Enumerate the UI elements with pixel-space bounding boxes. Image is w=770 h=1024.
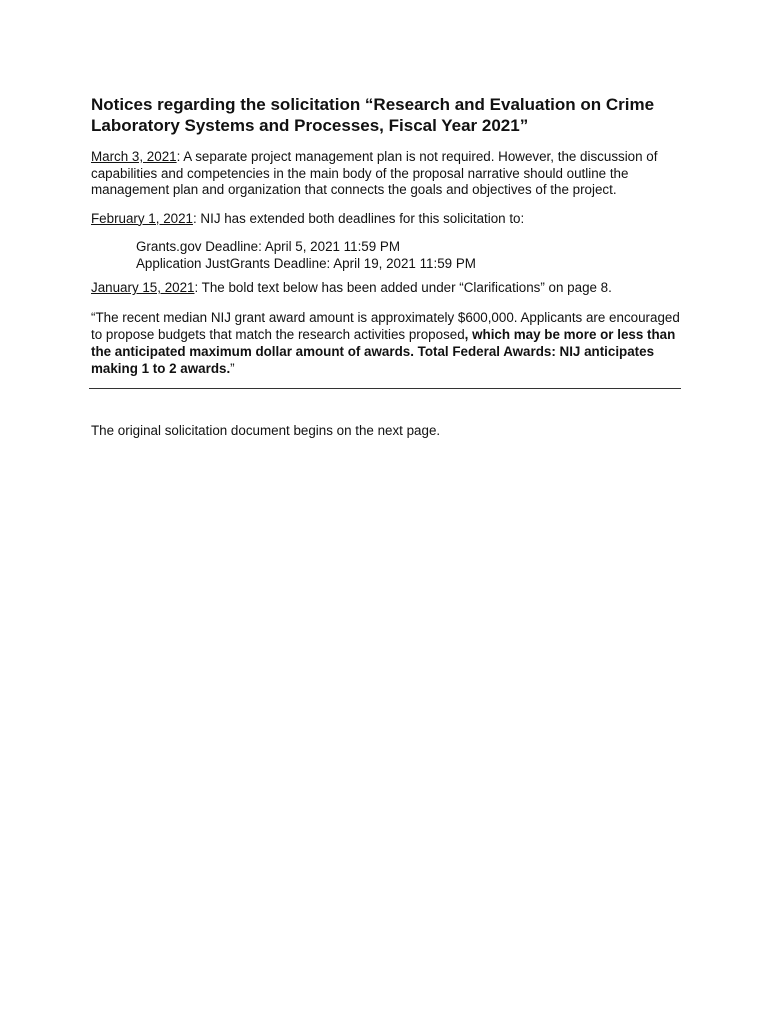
notice-text-february: : NIJ has extended both deadlines for this solicitation to: [192,210,525,226]
notice-date-january: January 15, 2021 [91,280,195,295]
quote-end: ” [230,360,235,376]
deadline-justgrants: Application JustGrants Deadline: April 19, 2021 11:59 PM [136,255,476,271]
closing-note: The original solicitation document begins on the next page. [91,422,441,438]
notice-text-march: : A separate project management plan is not required. However, the discussion of capabilities and competencies in the main body of the proposal narrative should outline the management plan and organization that connects the goals and objectives of the project. [91,149,658,197]
notice-january [91,280,681,297]
notice-text-january: : The bold text below has been added under “Clarifications” on page 8. [194,280,612,295]
notice-date-march: March 3, 2021 [91,149,177,164]
page-title: Notices regarding the solicitation “Research and Evaluation on Crime Laboratory Systems and Processes, Fiscal Year 2021” [91,95,655,135]
quote-normal-text: “The recent median NIJ grant award amount is approximately $600,000. Applicants are encouraged to propose budgets that match the research activities proposed [91,309,680,342]
clarification-quote [91,309,681,377]
notice-february [91,211,681,228]
deadline-grants-gov: Grants.gov Deadline: April 5, 2021 11:59 PM [136,239,400,254]
deadline-list [136,239,681,272]
notice-march [91,149,681,199]
horizontal-divider [89,388,681,389]
notice-date-february: February 1, 2021 [91,210,193,226]
quote-bold-text: , which may be more or less than the anticipated maximum dollar amount of awards. Total Federal Awards: NIJ anticipates making 1 to 2 awards. [91,326,676,376]
